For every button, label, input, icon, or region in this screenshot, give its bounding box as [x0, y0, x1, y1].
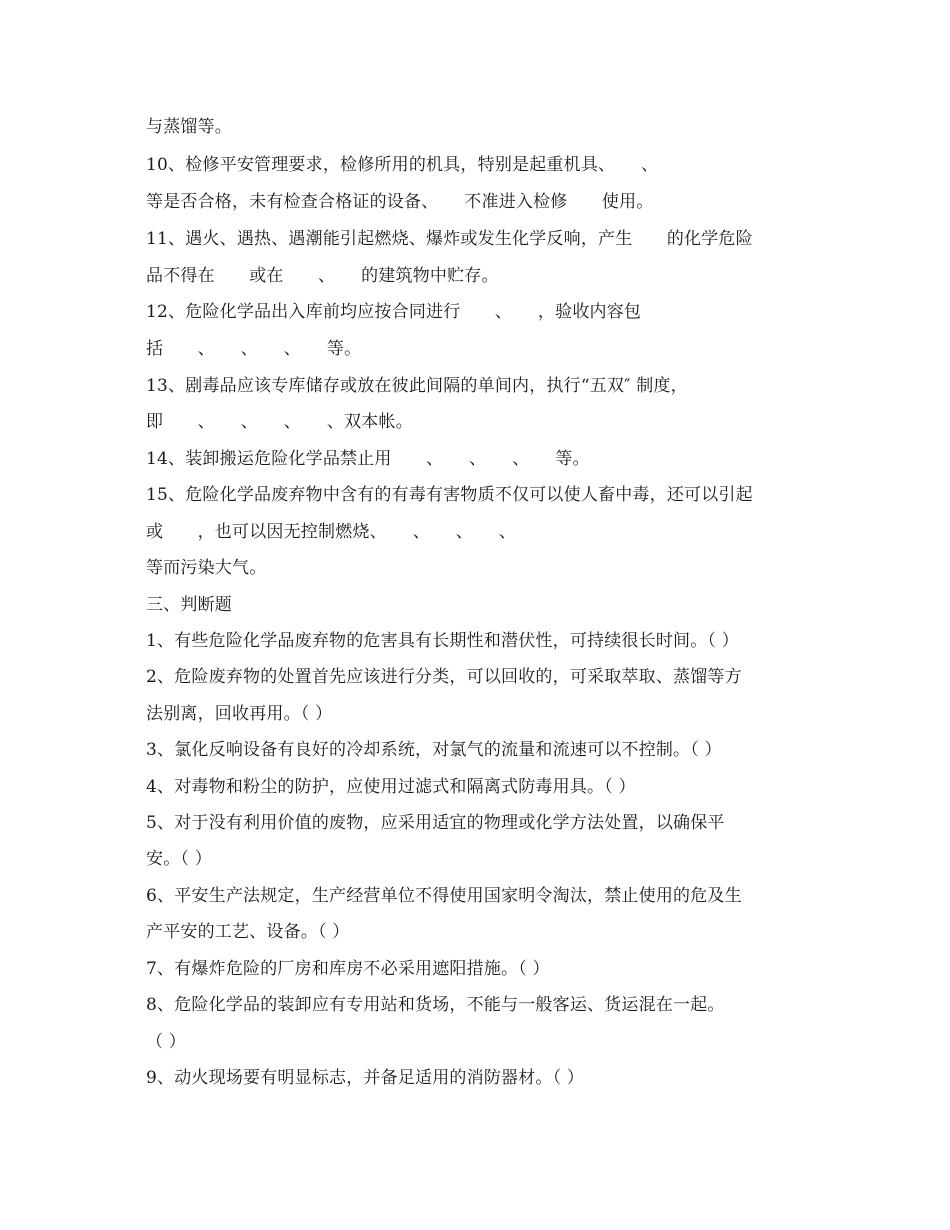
text-line: 10、检修平安管理要求，检修所用的机具，特别是起重机具、 、: [146, 155, 659, 175]
text-line: 8、危险化学品的装卸应有专用站和货场，不能与一般客运、货运混在一起。: [146, 995, 725, 1015]
text-line: 等而污染大气。: [146, 558, 267, 578]
text-line: 与蒸馏等。: [146, 117, 232, 137]
text-line: 法别离，回收再用。（ ）: [146, 704, 333, 724]
text-line: 安。（ ）: [146, 849, 212, 869]
text-line: 1、有些危险化学品废弃物的危害具有长期性和潜伏性，可持续很长时间。（ ）: [146, 631, 739, 651]
text-line: 3、氯化反响设备有良好的冷却系统，对氯气的流量和流速可以不控制。（ ）: [146, 740, 722, 760]
text-line: 产平安的工艺、设备。（ ）: [146, 922, 350, 942]
text-line: 12、危险化学品出入库前均应按合同进行 、 ，验收内容包: [146, 302, 642, 322]
text-line: 括 、 、 、 等。: [146, 339, 362, 359]
text-line: 15、危险化学品废弃物中含有的有毒有害物质不仅可以使人畜中毒，还可以引起: [146, 485, 753, 505]
text-line: 11、遇火、遇热、遇潮能引起燃烧、爆炸或发生化学反响，产生 的化学危险: [146, 229, 753, 249]
text-line: 2、危险废弃物的处置首先应该进行分类，可以回收的，可采取萃取、蒸馏等方: [146, 667, 742, 687]
text-line: 9、动火现场要有明显标志，并备足适用的消防器材。（ ）: [146, 1068, 585, 1088]
section-heading: 三、判断题: [146, 595, 232, 615]
text-line: 13、剧毒品应该专库储存或放在彼此间隔的单间内，执行“五双″ 制度，: [146, 376, 688, 396]
text-line: 7、有爆炸危险的厂房和库房不必采用遮阳措施。（ ）: [146, 959, 550, 979]
text-line: 品不得在 或在 、 的建筑物中贮存。: [146, 266, 499, 286]
text-line: （ ）: [146, 1032, 187, 1052]
text-line: 4、对毒物和粉尘的防护，应使用过滤式和隔离式防毒用具。（ ）: [146, 777, 636, 797]
text-line: 14、装卸搬运危险化学品禁止用 、 、 、 等。: [146, 449, 590, 469]
text-line: 或 ，也可以因无控制燃烧、 、 、 、: [146, 522, 517, 542]
text-line: 等是否合格，未有检查合格证的设备、 不准进入检修 使用。: [146, 192, 654, 212]
text-line: 5、对于没有利用价值的废物，应采用适宜的物理或化学方法处置，以确保平: [146, 813, 725, 833]
text-line: 即 、 、 、 、双本帐。: [146, 412, 413, 432]
text-line: 6、平安生产法规定，生产经营单位不得使用国家明令淘汰，禁止使用的危及生: [146, 886, 742, 906]
